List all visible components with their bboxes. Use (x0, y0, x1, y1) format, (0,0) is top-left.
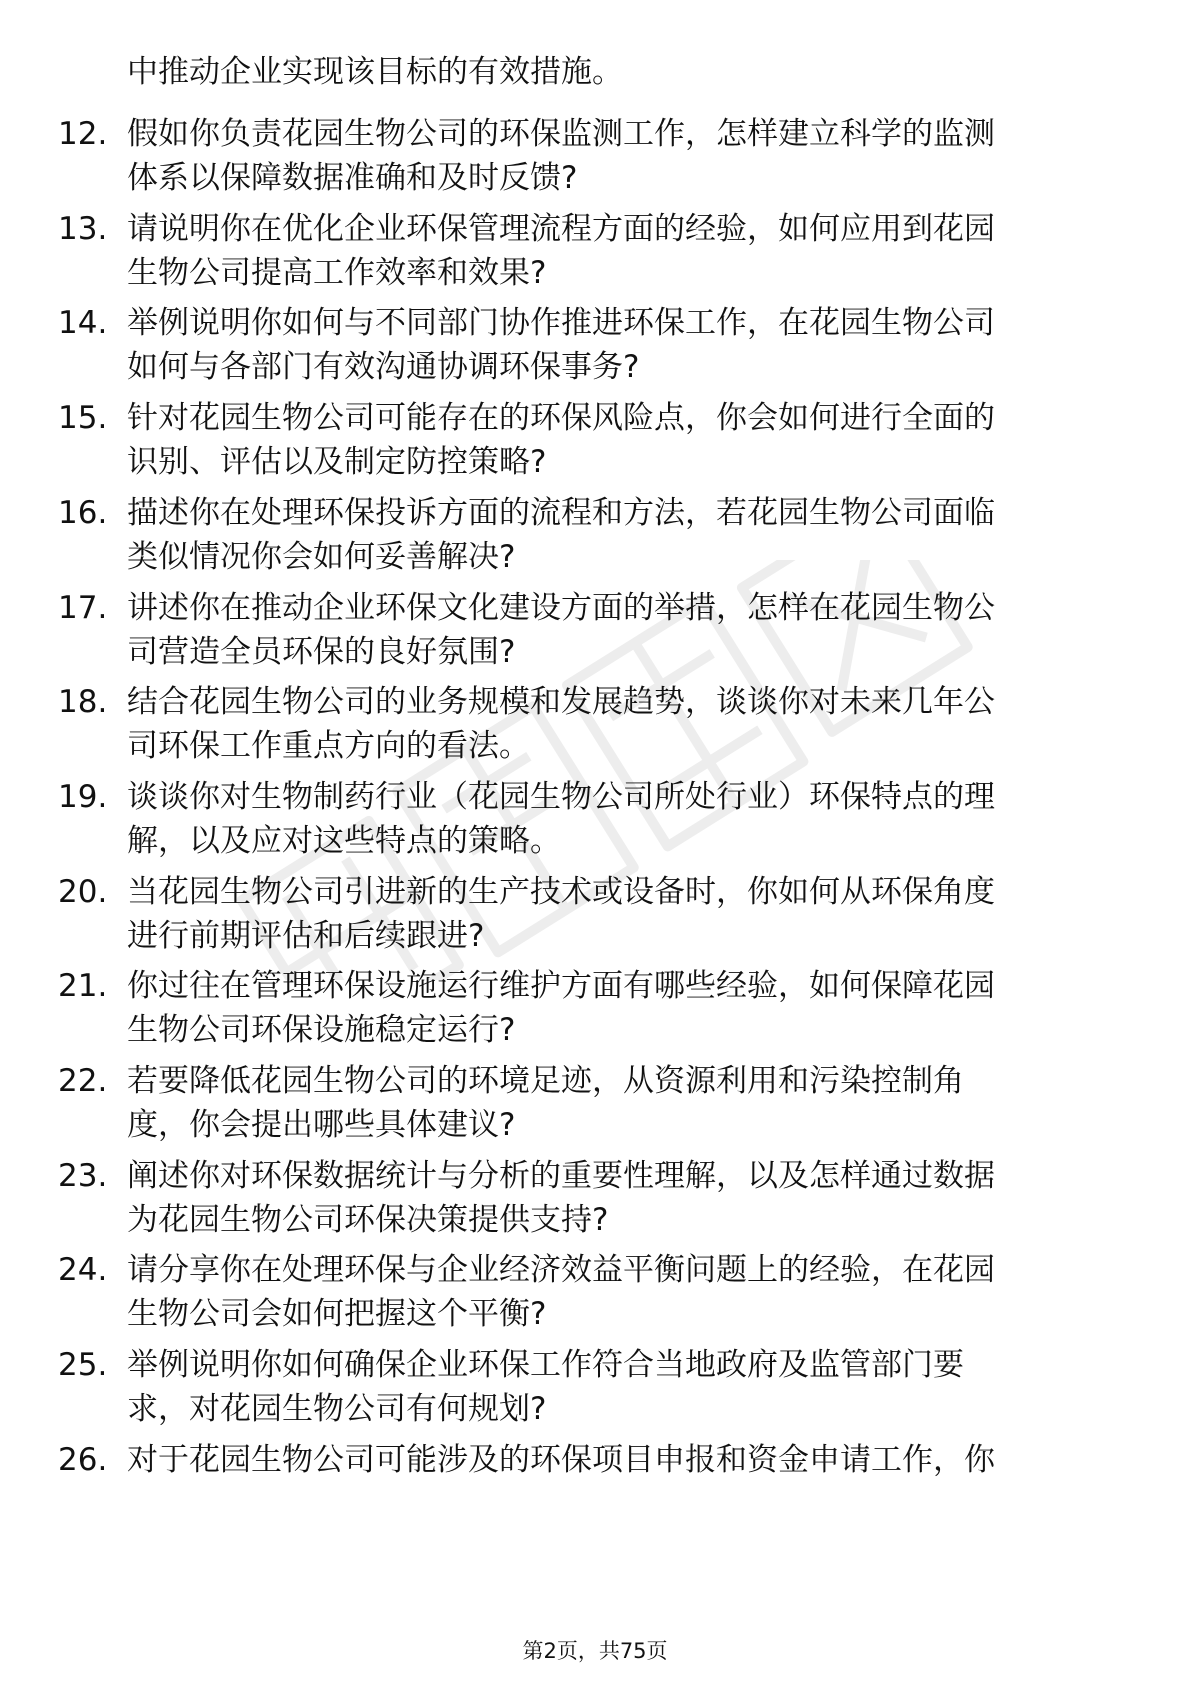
question-text-line: 描述你在处理环保投诉方面的流程和方法，若花园生物公司面临 (127, 495, 995, 531)
question-number: 17. (58, 590, 108, 626)
question-text-line: 为花园生物公司环保决策提供支持? (127, 1202, 609, 1238)
question-number: 20. (58, 874, 108, 910)
question-number: 22. (58, 1063, 108, 1099)
question-text-line: 针对花园生物公司可能存在的环保风险点，你会如何进行全面的 (127, 400, 995, 436)
question-text-line: 举例说明你如何确保企业环保工作符合当地政府及监管部门要 (127, 1347, 964, 1383)
question-text-line: 进行前期评估和后续跟进? (127, 918, 485, 954)
question-text-line: 司环保工作重点方向的看法。 (127, 728, 530, 764)
question-text-line: 举例说明你如何与不同部门协作推进环保工作，在花园生物公司 (127, 305, 995, 341)
question-text-line: 阐述你对环保数据统计与分析的重要性理解，以及怎样通过数据 (127, 1158, 995, 1194)
question-number: 12. (58, 116, 108, 152)
question-text-line: 生物公司会如何把握这个平衡? (127, 1296, 547, 1332)
question-number: 23. (58, 1158, 108, 1194)
question-number: 21. (58, 968, 108, 1004)
question-text-line: 生物公司提高工作效率和效果? (127, 255, 547, 291)
question-text-line: 生物公司环保设施稳定运行? (127, 1012, 516, 1048)
question-number: 15. (58, 400, 108, 436)
question-text-line: 解，以及应对这些特点的策略。 (127, 823, 561, 859)
question-number: 24. (58, 1252, 108, 1288)
question-text-line: 当花园生物公司引进新的生产技术或设备时，你如何从环保角度 (127, 874, 995, 910)
question-text-line: 对于花园生物公司可能涉及的环保项目申报和资金申请工作，你 (127, 1442, 995, 1478)
question-text-line: 谈谈你对生物制药行业（花园生物公司所处行业）环保特点的理 (127, 779, 995, 815)
question-text-line: 类似情况你会如何妥善解决? (127, 539, 516, 575)
question-text-line: 结合花园生物公司的业务规模和发展趋势，谈谈你对未来几年公 (127, 684, 995, 720)
question-text-line: 度，你会提出哪些具体建议? (127, 1107, 516, 1143)
question-text-line: 请说明你在优化企业环保管理流程方面的经验，如何应用到花园 (127, 211, 995, 247)
page-footer: 第2页，共75页 (522, 1639, 668, 1663)
question-number: 14. (58, 305, 108, 341)
question-text-line: 如何与各部门有效沟通协调环保事务? (127, 349, 640, 385)
question-text-line: 若要降低花园生物公司的环境足迹，从资源利用和污染控制角 (127, 1063, 964, 1099)
question-number: 25. (58, 1347, 108, 1383)
question-number: 19. (58, 779, 108, 815)
continuation-text: 中推动企业实现该目标的有效措施。 (127, 54, 623, 90)
question-number: 26. (58, 1442, 108, 1478)
question-text-line: 请分享你在处理环保与企业经济效益平衡问题上的经验，在花园 (127, 1252, 995, 1288)
question-text-line: 体系以保障数据准确和及时反馈? (127, 160, 578, 196)
question-text-line: 求，对花园生物公司有何规划? (127, 1391, 547, 1427)
question-text-line: 假如你负责花园生物公司的环保监测工作，怎样建立科学的监测 (127, 116, 995, 152)
question-text-line: 你过往在管理环保设施运行维护方面有哪些经验，如何保障花园 (127, 968, 995, 1004)
question-text-line: 讲述你在推动企业环保文化建设方面的举措，怎样在花园生物公 (127, 590, 995, 626)
question-number: 18. (58, 684, 108, 720)
question-text-line: 识别、评估以及制定防控策略? (127, 444, 547, 480)
question-number: 16. (58, 495, 108, 531)
question-text-line: 司营造全员环保的良好氛围? (127, 634, 516, 670)
question-number: 13. (58, 211, 108, 247)
